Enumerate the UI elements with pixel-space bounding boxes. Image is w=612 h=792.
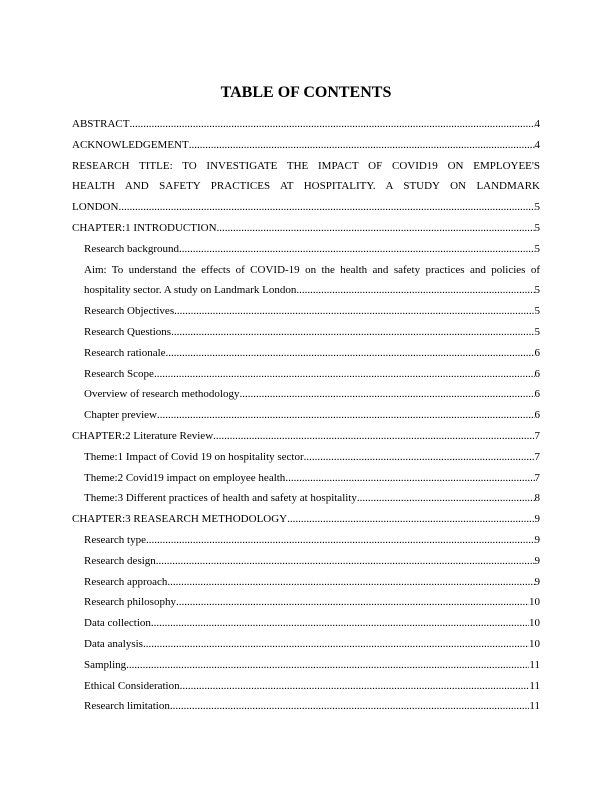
toc-entry-label: ABSTRACT [72,118,130,130]
toc-entry-label: Research type [84,533,146,546]
toc-entry-research-scope[interactable] [72,364,540,385]
toc-entry-data-analysis[interactable] [72,634,540,655]
toc-entry-page: 11 [529,658,540,671]
toc-entry-research-design[interactable] [72,551,540,572]
toc-entry-label: Ethical Consideration [84,679,180,692]
toc-entry-line: RESEARCH TITLE: TO INVESTIGATE THE IMPACT OF COVID19 ON EMPLOYEE'S [72,159,540,172]
toc-entry-label: Data collection [84,617,151,630]
toc-entry-page: 11 [529,700,540,713]
toc-entry-methodology-overview[interactable] [72,384,540,405]
toc-entry-label: CHAPTER:3 REASEARCH METHODOLOGY [72,513,288,526]
toc-entry-theme-1[interactable] [72,447,540,468]
toc-title: TABLE OF CONTENTS [220,84,392,101]
toc-entry-label: hospitality sector. A study on Landmark London [84,284,297,297]
toc-entry-page: 10 [529,617,540,630]
toc-entry-theme-2[interactable] [72,468,540,489]
toc-entry-label: Research background [84,242,179,255]
toc-entry-label: Overview of research methodology [84,388,240,401]
toc-entry-chapter-2[interactable] [72,426,540,447]
toc-entry-line: HEALTH AND SAFETY PRACTICES AT HOSPITALITY. A STUDY ON LANDMARK [72,180,540,193]
toc-entry-research-rationale[interactable] [72,343,540,364]
toc-entry-page: 9 [534,513,540,526]
toc-entry-page: 8 [534,492,540,505]
toc-entry-acknowledgement[interactable] [72,135,540,156]
toc-entry-page: 5 [534,221,540,234]
toc-entry-page: 5 [534,242,540,255]
toc-entry-label: Research limitation [84,700,170,713]
toc-entry-label: Research Questions [84,325,172,338]
toc-entry-label: Theme:1 Impact of Covid 19 on hospitality sector [84,450,304,463]
toc-entry-label: Research rationale [84,346,166,359]
toc-entry-label: CHAPTER:2 Literature Review [72,429,214,442]
toc-entry-abstract[interactable] [72,114,540,135]
toc-entry-label: Research design [84,554,156,567]
toc-entry-page: 9 [534,533,540,546]
toc-entry-page: 9 [534,575,540,588]
toc-entry-chapter-3[interactable] [72,509,540,530]
toc-entry-page: 9 [534,554,540,567]
toc-entry-page: 7 [534,471,540,484]
toc-entry-label: CHAPTER:1 INTRODUCTION [72,221,217,234]
toc-entry-label: Research Objectives [84,305,175,318]
toc-entry-chapter-1[interactable] [72,218,540,239]
toc-entry-theme-3[interactable] [72,488,540,509]
toc-entry-research-approach[interactable] [72,572,540,593]
toc-entry-aim[interactable] [72,260,540,302]
toc-entry-page: 6 [534,388,540,401]
toc-entry-research-philosophy[interactable] [72,592,540,613]
toc-entry-label: Research approach [84,575,168,588]
toc-entry-page: 4 [534,138,540,151]
toc-entry-page: 5 [534,325,540,338]
toc-entry-page: 5 [534,305,540,318]
toc-entry-label: ACKNOWLEDGEMENT [72,138,189,151]
toc-entry-ethical-consideration[interactable] [72,676,540,697]
toc-entry-page: 11 [529,679,540,692]
toc-entry-page: 5 [534,201,540,214]
toc-entry-research-questions[interactable] [72,322,540,343]
toc-entry-chapter-preview[interactable] [72,405,540,426]
toc-entry-line: Aim: To understand the effects of COVID-19 on the health and safety practices and policies of [84,263,540,276]
toc-entry-label: Theme:3 Different practices of health and safety at hospitality [84,492,357,505]
toc-entry-page: 7 [534,429,540,442]
toc-entry-page: 5 [534,284,540,297]
toc-entry-label: Research philosophy [84,596,176,609]
toc-entry-page: 7 [534,450,540,463]
toc-entry-label: Data analysis [84,637,143,650]
toc-entry-label: Sampling [84,658,127,671]
toc-entry-label: Research Scope [84,367,154,380]
toc-entry-research-type[interactable] [72,530,540,551]
toc-entry-sampling[interactable] [72,655,540,676]
toc-entry-page: 6 [534,409,540,422]
toc-entry-page: 6 [534,346,540,359]
toc-entry-page: 4 [534,118,540,130]
toc-entry-label: Theme:2 Covid19 impact on employee health [84,471,286,484]
toc-entry-page: 6 [534,367,540,380]
toc-entry-page: 10 [529,596,540,609]
toc-entry-research-title[interactable] [72,156,540,218]
table-of-contents [72,114,540,717]
toc-entry-label: LONDON [72,201,119,214]
toc-entry-data-collection[interactable] [72,613,540,634]
toc-entry-research-background[interactable] [72,239,540,260]
toc-entry-research-objectives[interactable] [72,301,540,322]
toc-entry-research-limitation[interactable] [72,696,540,717]
toc-entry-label: Chapter preview [84,409,157,422]
toc-entry-page: 10 [529,637,540,650]
